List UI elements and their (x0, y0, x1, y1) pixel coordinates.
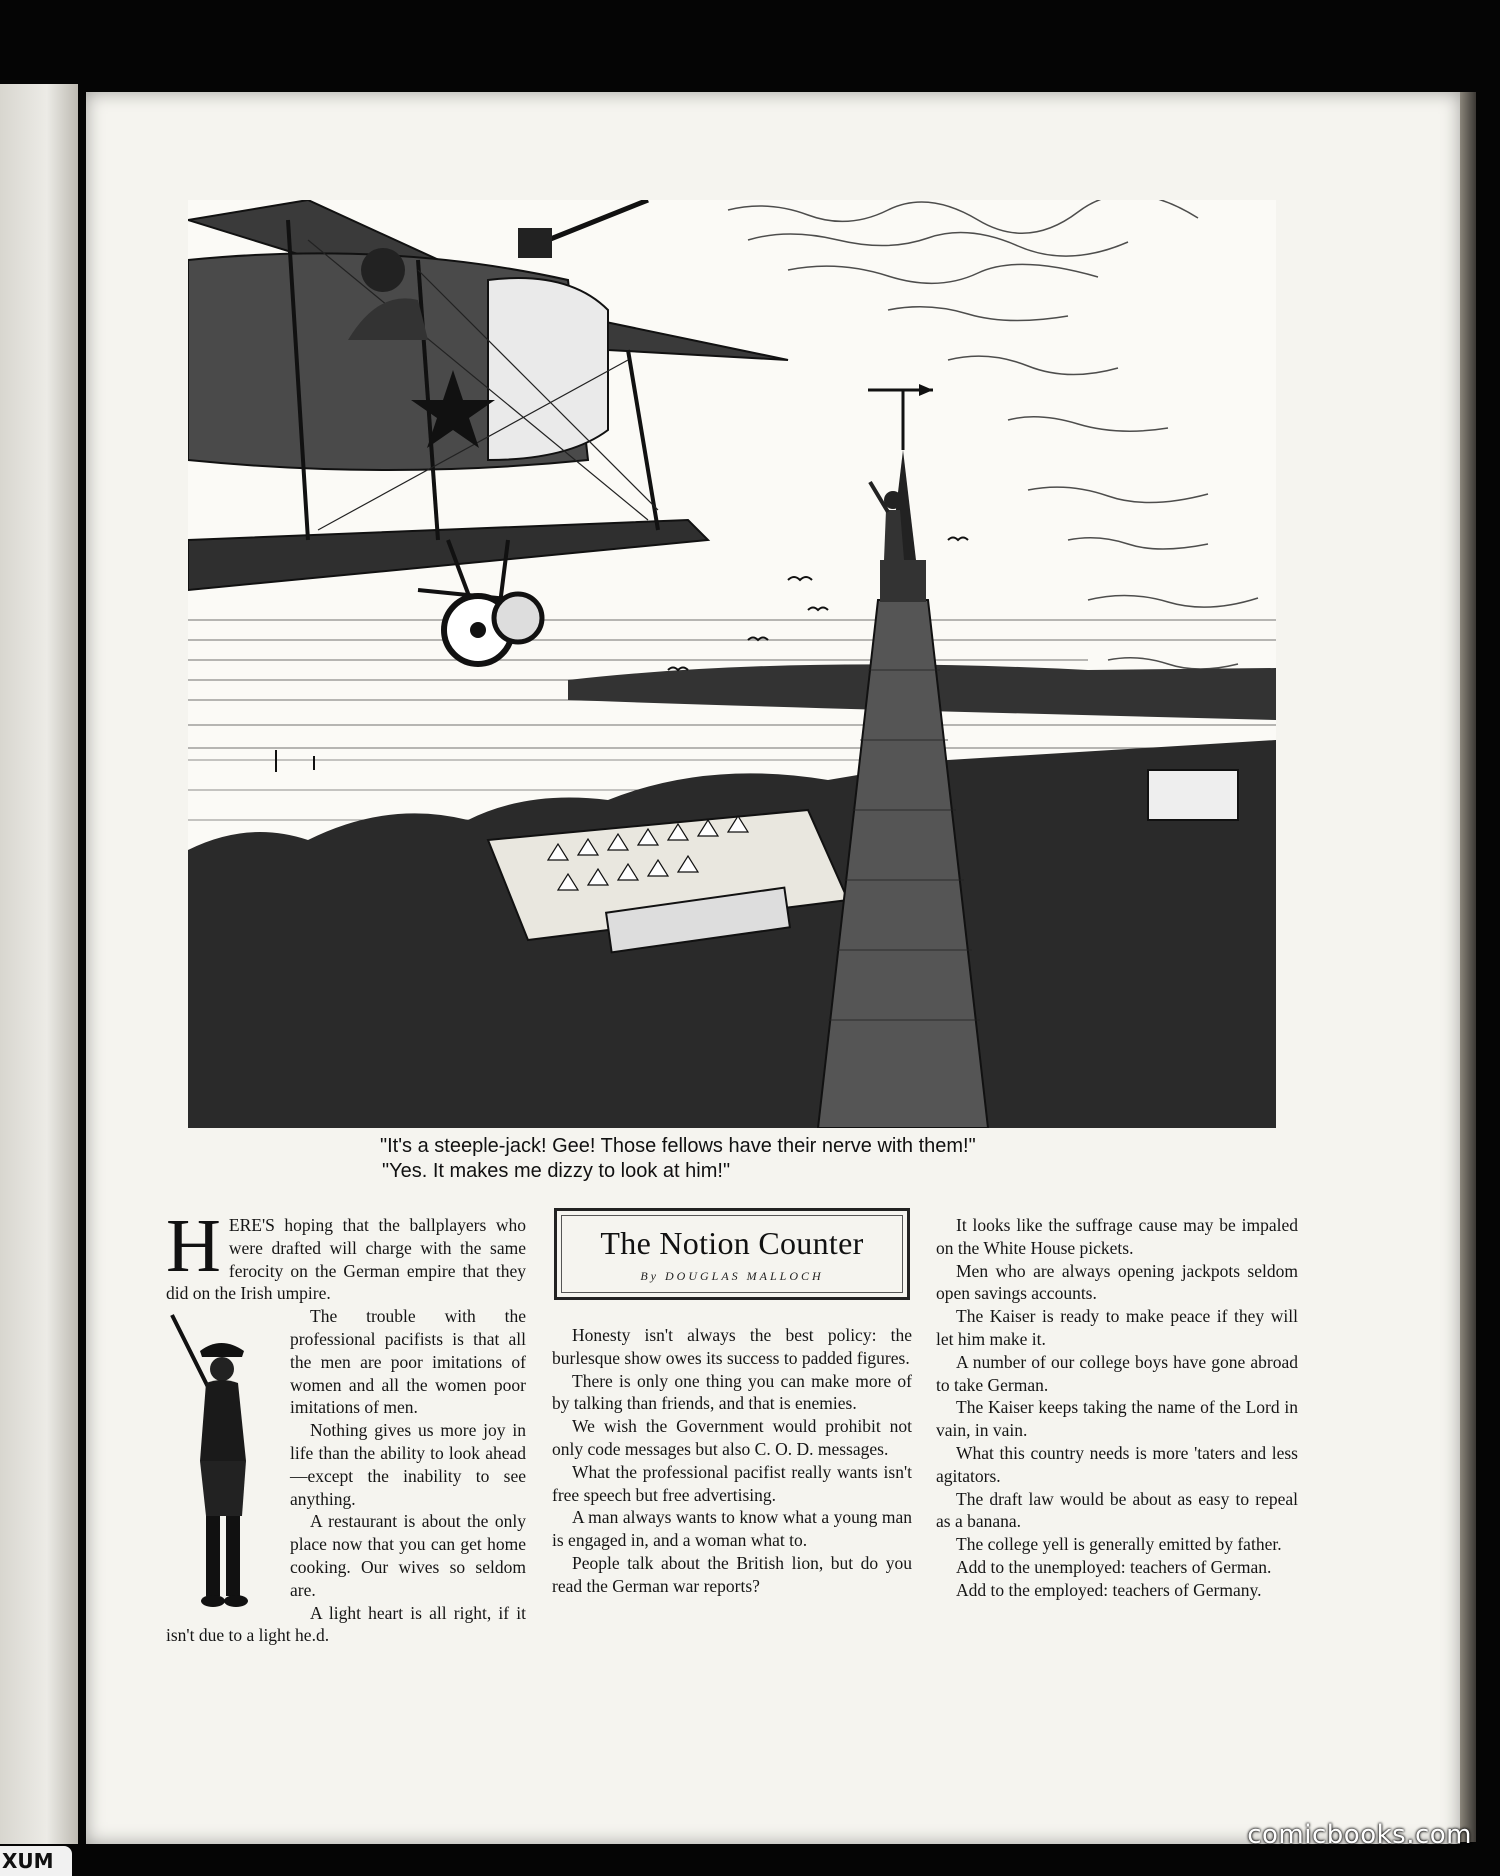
column3-paragraph-1: It looks like the suffrage cause may be impaled on the White House pickets. (936, 1215, 1298, 1258)
caption-line-1: "It's a steeple-jack! Gee! Those fellows have their nerve with them!" (380, 1135, 976, 1157)
column3-paragraph-6: What this country needs is more 'taters and less agitators. (936, 1442, 1298, 1486)
column2-paragraph-4: What the professional pacifist really wants isn't free speech but free advertising. (552, 1461, 912, 1505)
column2-paragraph-5: A man always wants to know what a young man is engaged in, and a woman what to. (552, 1507, 912, 1551)
column3-paragraph-10: Add to the employed: teachers of Germany. (956, 1579, 1262, 1600)
right-column (936, 1214, 1298, 1602)
middle-column (552, 1214, 912, 1598)
column1-paragraph-1 (166, 1204, 526, 1305)
column3-paragraph-5: The Kaiser keeps taking the name of the Lord in vain, in vain. (936, 1397, 1298, 1441)
caption-line-2: "Yes. It makes me dizzy to look at him!" (382, 1160, 731, 1182)
column3-paragraph-8: The college yell is generally emitted by father. (956, 1534, 1282, 1555)
column3-paragraph-3: The Kaiser is ready to make peace if they will let him make it. (936, 1306, 1298, 1349)
column2-paragraph-1: Honesty isn't always the best policy: the burlesque show owes its success to padded figures. (552, 1325, 912, 1368)
article-title-box (554, 1208, 910, 1300)
page-binding-edge (1460, 92, 1476, 1842)
column2-paragraph-6: People talk about the British lion, but do you read the German war reports? (552, 1552, 912, 1596)
column2-paragraph-3: We wish the Government would prohibit not only code messages but also C. O. D. messages. (552, 1416, 912, 1459)
column1-paragraph-1-text: ERE'S hoping that the ballplayers who were drafted will charge with the same ferocity on the German empire that they did on the Irish umpire. (166, 1215, 526, 1304)
illustration-caption (380, 1134, 1120, 1184)
facing-page-edge (0, 84, 78, 1844)
soldier-icon (166, 1311, 276, 1611)
column3-paragraph-7: The draft law would be about as easy to repeal as a banana. (936, 1488, 1298, 1532)
site-watermark: comicbooks.com (1247, 1820, 1472, 1850)
column3-paragraph-4: A number of our college boys have gone abroad to take German. (936, 1351, 1298, 1395)
article-title: The Notion Counter (600, 1225, 864, 1261)
column1-paragraph-2: The trouble with the professional pacifists is that all the men are poor imitations of women and all the women poor imitations of men. (290, 1306, 526, 1418)
column1-paragraph-5: A light heart is all right, if it isn't due to a light he.d. (166, 1602, 526, 1646)
left-column (166, 1204, 526, 1647)
article-byline: By DOUGLAS MALLOCH (640, 1269, 824, 1283)
column2-paragraph-2: There is only one thing you can make more of by talking than friends, and that is enemies. (552, 1370, 912, 1414)
airplane-steeplejack-illustration (188, 200, 1276, 1128)
column3-paragraph-2: Men who are always opening jackpots seldom open savings accounts. (936, 1260, 1298, 1304)
column1-paragraph-3: Nothing gives us more joy in life than the ability to look ahead—except the inability to see anything. (290, 1420, 526, 1509)
column3-paragraph-9: Add to the unemployed: teachers of German. (956, 1556, 1272, 1577)
column1-paragraph-4: A restaurant is about the only place now that you can get home cooking. Our wives so seldom are. (290, 1511, 526, 1600)
drop-cap: H (166, 1204, 221, 1288)
corner-tag: XUM (0, 1846, 72, 1876)
